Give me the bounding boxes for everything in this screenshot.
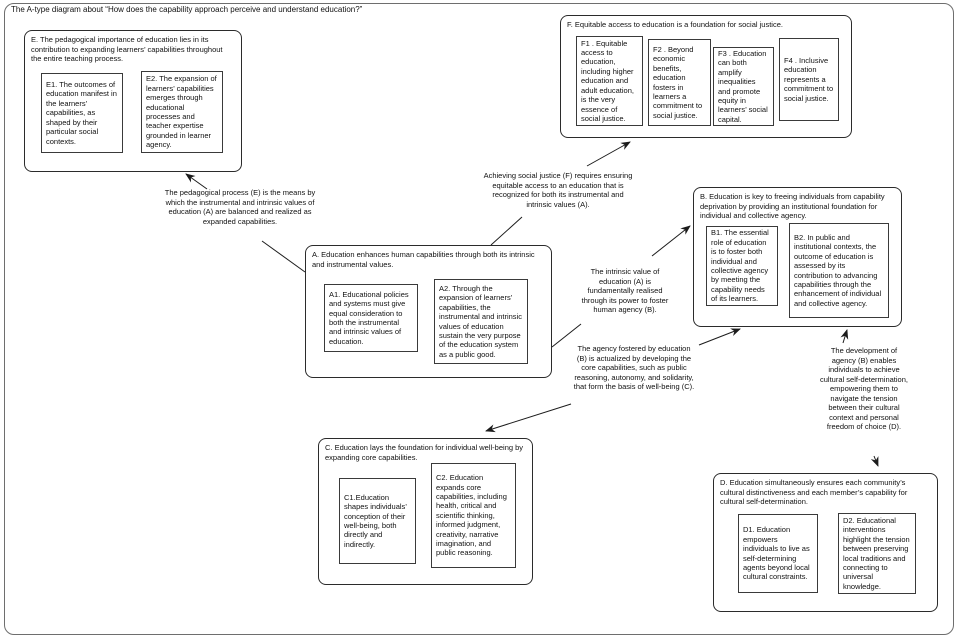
node-F4-text: F4 . Inclusive education represents a commitment to social justice. <box>784 55 834 103</box>
node-E1 <box>41 73 123 153</box>
node-B-label: B. Education is key to freeing individuals from capability deprivation by providing an institutional foundation for individual and collective agency. <box>700 192 885 221</box>
node-A2-text: A2. Through the expansion of learners’ capabilities, the instrumental and intrinsic values of education sustain the very purpose of the education system as a public good. <box>439 283 522 359</box>
node-B1 <box>706 226 778 306</box>
node-F-label: F. Equitable access to education is a foundation for social justice. <box>567 20 783 29</box>
node-E1-text: E1. The outcomes of education manifest in the learners’ capabilities, as shaped by their particular social contexts. <box>46 80 117 146</box>
node-E2 <box>141 71 223 153</box>
node-D <box>713 473 938 612</box>
node-F4 <box>779 38 839 121</box>
arrow-to-B-left <box>652 226 690 256</box>
line-A-to-label-E <box>262 241 305 272</box>
node-A2 <box>434 279 528 364</box>
node-C1 <box>339 478 416 564</box>
node-E2-text: E2. The expansion of learners’ capabilities emerges through educational processes and teacher expertise grounded in learner agency. <box>146 74 217 150</box>
node-C <box>318 438 533 585</box>
arrow-to-E <box>186 174 207 189</box>
edge-label-A-B: The intrinsic value of education (A) is fundamentally realised through its power to foster human agency (B). <box>581 267 669 314</box>
edge-label-B-D: The development of agency (B) enables individuals to achieve cultural self-determination, empowering them to navigate the tension between their cultural context and personal freedom of choice (D). <box>820 346 908 431</box>
node-F <box>560 15 852 138</box>
node-A1 <box>324 284 418 352</box>
edge-label-A-F: Achieving social justice (F) requires ensuring equitable access to an education that is recognized for both its instrumental and intrinsic values (A). <box>483 171 633 209</box>
node-C2 <box>431 463 516 568</box>
arrow-to-C <box>486 404 571 431</box>
node-F2-text: F2 . Beyond economic benefits, education fosters in learners a commitment to social justice. <box>653 44 703 120</box>
node-F3-text: F3 . Education can both amplify inequalities and promote equity in learners’ social capital. <box>718 48 768 124</box>
node-F3 <box>713 47 774 126</box>
node-E-label: E. The pedagogical importance of education lies in its contribution to expanding learners’ capabilities throughout the entire teaching process. <box>31 35 223 64</box>
node-D2 <box>838 513 916 594</box>
node-B1-text: B1. The essential role of education is to foster both individual and collective agency by meeting the capability needs of its learners. <box>711 228 769 304</box>
page-title: The A-type diagram about “How does the capability approach perceive and understand education?” <box>11 5 363 14</box>
line-A-to-label-F <box>491 217 522 245</box>
arrow-to-D <box>874 456 878 466</box>
arrow-to-B-bottom-right <box>843 330 847 343</box>
node-B <box>693 187 902 327</box>
node-C-label: C. Education lays the foundation for individual well-being by expanding core capabilities. <box>325 443 524 462</box>
node-E <box>24 30 242 172</box>
node-B2 <box>789 223 889 318</box>
edge-label-B-C: The agency fostered by education (B) is actualized by developing the core capabilities, such as public reasoning, autonomy, and solidarity, that form the basis of well-being (C). <box>573 344 695 391</box>
node-B2-text: B2. In public and institutional contexts, the outcome of education is assessed by its contribution to advancing capabilities through the enhancement of individual and collective agency. <box>794 232 882 308</box>
node-D1-text: D1. Education empowers individuals to live as self-determining agents beyond local cultural constraints. <box>743 525 810 582</box>
node-F2 <box>648 39 711 126</box>
node-F1-text: F1 . Equitable access to education, including higher education and adult education, is the very essence of social justice. <box>581 38 634 123</box>
node-C1-text: C1.Education shapes individuals’ conception of their well-being, both directly and indirectly. <box>344 492 407 549</box>
node-D1 <box>738 514 818 593</box>
node-D2-text: D2. Educational interventions highlight the tension between preserving local traditions and connecting to universal knowledge. <box>843 515 910 591</box>
node-F1 <box>576 36 643 126</box>
node-A <box>305 245 552 378</box>
node-D-label: D. Education simultaneously ensures each community’s cultural distinctiveness and each member’s capability for cultural self-determination. <box>720 478 908 507</box>
node-C2-text: C2. Education expands core capabilities, including health, critical and scientific thinking, informed judgment, creativity, narrative imagination, and public reasoning. <box>436 473 507 558</box>
node-A1-text: A1. Educational policies and systems must give equal consideration to both the instrumental and intrinsic values of education. <box>329 289 409 346</box>
arrow-to-B-bottom-left <box>699 329 740 345</box>
node-A-label: A. Education enhances human capabilities through both its intrinsic and instrumental values. <box>312 250 535 269</box>
edge-label-A-E: The pedagogical process (E) is the means by which the instrumental and intrinsic values of education (A) are balanced and realized as expanded capabilities. <box>164 188 316 226</box>
arrow-to-F <box>587 142 630 166</box>
